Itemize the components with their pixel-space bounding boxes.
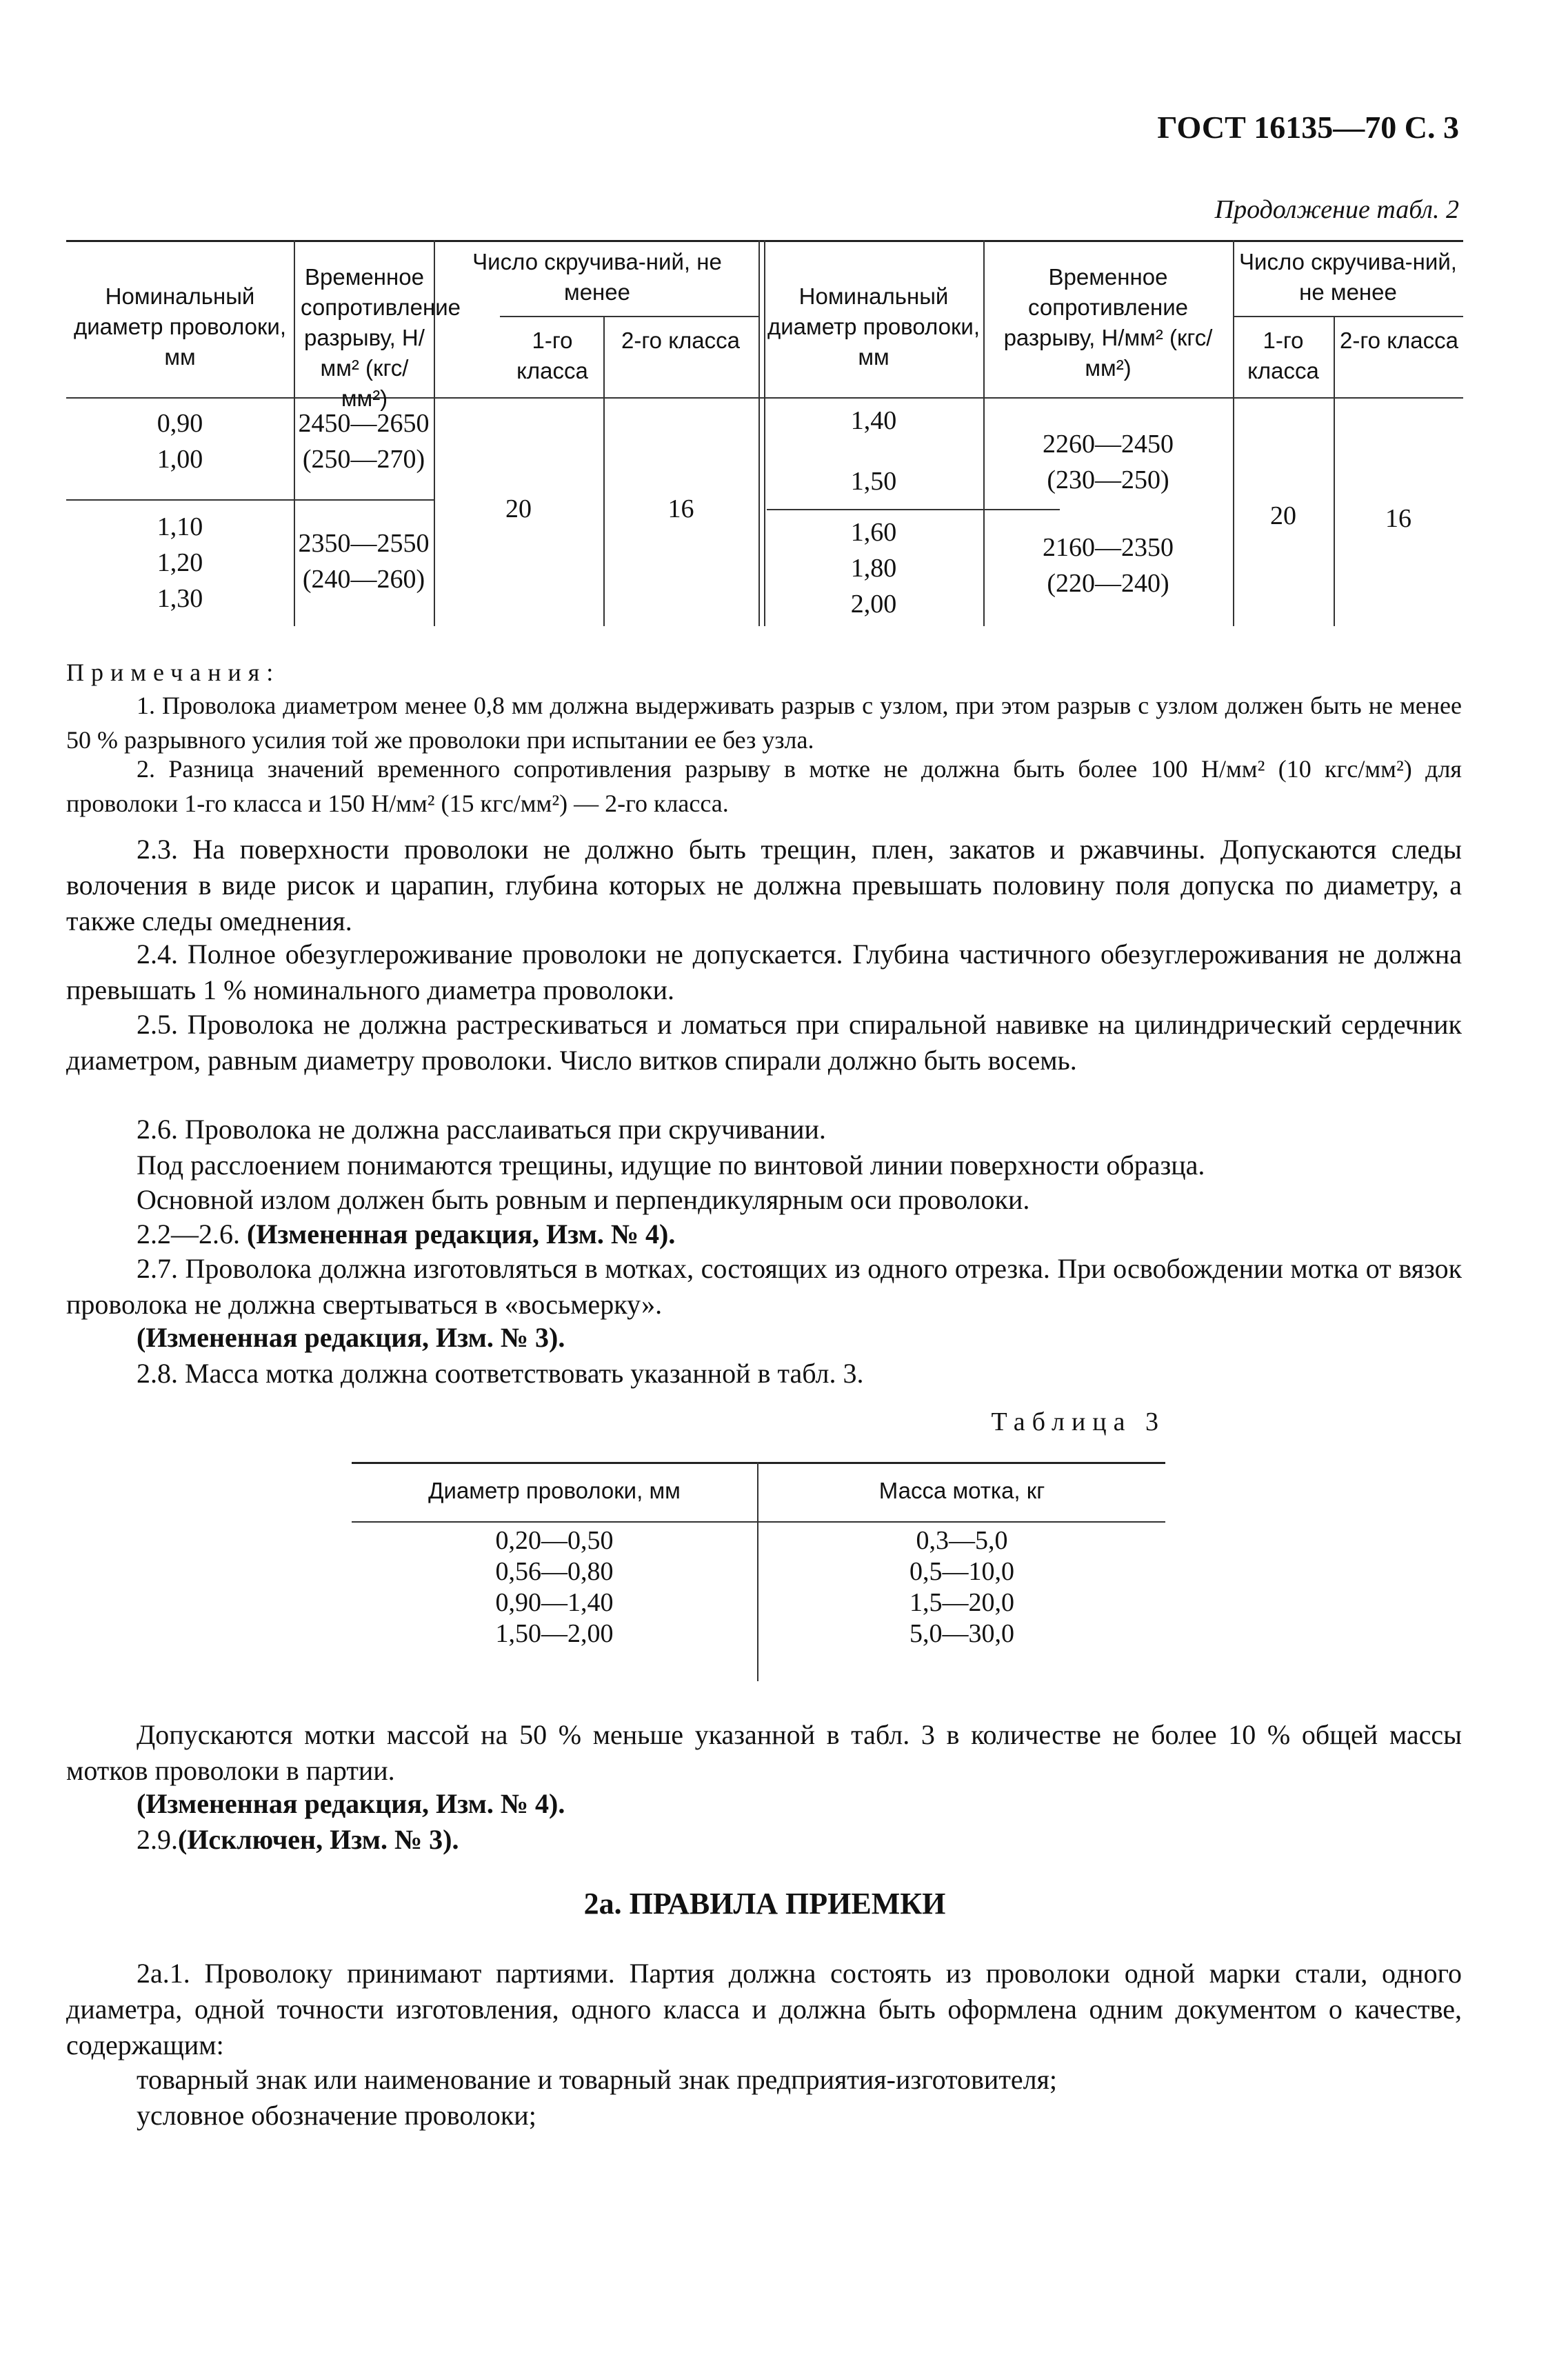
header-class-1: 1-го класса [516, 328, 588, 383]
paragraph-2-7-amendment: (Измененная редакция, Изм. № 3). [137, 1322, 565, 1353]
right-diameter-1-40: 1,40 [850, 406, 897, 435]
paragraph-2-3: 2.3. На поверхности проволоки не должно быть трещин, плен, закатов и ржавчины. Допускаются следы волочения в виде рисок и царапин, глубина которых не должна превышать половину поля допуска по диаметру, а также следы омеднения. [66, 834, 1462, 936]
left-group1-diameters: 0,90 1,00 [157, 409, 203, 474]
left-group2-strength: 2350—2550 (240—260) [298, 529, 430, 594]
paragraph-2-4: 2.4. Полное обезуглероживание проволоки не допускается. Глубина частичного обезуглероживания не должна превышать 1 % номинального диаметра проволоки. [66, 939, 1462, 1005]
header-strength: Временное сопротивление разрыву, Н/мм² (кгс/мм²) [301, 264, 461, 411]
header-twists-right: Число скручива-ний, не менее [1239, 249, 1457, 305]
right-group2-strength: 2160—2350 (220—240) [1043, 533, 1174, 598]
left-group2-diameters: 1,10 1,20 1,30 [157, 512, 203, 613]
table-2 [66, 240, 1463, 626]
table-row: 0,90—1,40 [495, 1588, 614, 1617]
notes-heading: Примечания: [66, 659, 281, 686]
right-twist-class-1: 20 [1270, 501, 1296, 530]
table-row: 0,3—5,0 [916, 1526, 1008, 1555]
paragraph-2a-1-item-1: товарный знак или наименование и товарный знак предприятия-изготовителя; [137, 2064, 1058, 2095]
paragraph-2-7: 2.7. Проволока должна изготовляться в мотках, состоящих из одного отрезка. При освобождении мотка от вязок проволока не должна свертываться в «восьмерку». [66, 1253, 1462, 1320]
right-diameter-1-50: 1,50 [850, 467, 897, 496]
table-row: 0,56—0,80 [495, 1557, 614, 1586]
table-3-caption: Таблица 3 [991, 1407, 1165, 1436]
paragraph-2-9: 2.9.(Исключен, Изм. № 3). [137, 1824, 459, 1855]
table-row: 1,50—2,00 [495, 1619, 614, 1648]
table-3-header-diameter: Диаметр проволоки, мм [428, 1478, 681, 1503]
paragraph-2-6-definition: Под расслоением понимаются трещины, идущие по винтовой линии поверхности образца. [137, 1150, 1205, 1181]
paragraph-2-2-2-6-amendment: 2.2—2.6. (Измененная редакция, Изм. № 4). [137, 1218, 676, 1250]
page-header: ГОСТ 16135—70 С. 3 [1157, 110, 1459, 145]
table-3-header-mass: Масса мотка, кг [878, 1478, 1045, 1503]
table-row: 0,20—0,50 [495, 1526, 614, 1555]
paragraph-2-6: 2.6. Проволока не должна расслаиваться при скручивании. [137, 1114, 826, 1145]
paragraph-2-6-fracture: Основной излом должен быть ровным и перпендикулярным оси проволоки. [137, 1184, 1030, 1215]
table-continuation-caption: Продолжение табл. 2 [1214, 195, 1459, 224]
right-twist-class-2: 16 [1385, 504, 1411, 533]
paragraph-allowance-amendment: (Измененная редакция, Изм. № 4). [137, 1788, 565, 1819]
header-class-1-right: 1-го класса [1247, 328, 1319, 383]
header-diameter: Номинальный диаметр проволоки, мм [73, 283, 286, 370]
table-3-diameters [352, 1525, 757, 1649]
table-3-masses [758, 1525, 1165, 1649]
note-2: 2. Разница значений временного сопротивления разрыву в мотке не должна быть более 100 Н/мм² (10 кгс/мм²) для проволоки 1-го класса и 150 Н/мм² (15 кгс/мм²) — 2-го класса. [66, 755, 1462, 817]
header-class-2-right: 2-го класса [1340, 328, 1458, 353]
table-row: 5,0—30,0 [909, 1619, 1014, 1648]
header-strength-right: Временное сопротивление разрыву, Н/мм² (кгс/мм²) [1003, 264, 1213, 381]
table-row: 1,5—20,0 [909, 1588, 1014, 1617]
paragraph-allowance: Допускаются мотки массой на 50 % меньше указанной в табл. 3 в количестве не более 10 % общей массы мотков проволоки в партии. [66, 1719, 1462, 1786]
paragraph-2-8: 2.8. Масса мотка должна соответствовать указанной в табл. 3. [137, 1358, 864, 1389]
table-row: 0,5—10,0 [909, 1557, 1014, 1586]
left-group1-strength: 2450—2650 (250—270) [298, 409, 430, 474]
section-title: 2а. ПРАВИЛА ПРИЕМКИ [583, 1887, 946, 1920]
header-diameter-right: Номинальный диаметр проволоки, мм [767, 283, 980, 370]
note-1: 1. Проволока диаметром менее 0,8 мм должна выдерживать разрыв с узлом, при этом разрыв с узлом должен быть не менее 50 % разрывного усилия той же проволоки при испытании ее без узла. [66, 692, 1462, 754]
left-twist-class-1: 20 [505, 494, 532, 523]
paragraph-2a-1-item-2: условное обозначение проволоки; [137, 2100, 536, 2131]
left-twist-class-2: 16 [667, 494, 694, 523]
table-3 [352, 1454, 1165, 1681]
right-group2-diameters: 1,60 1,80 2,00 [850, 518, 897, 619]
header-class-2: 2-го класса [621, 328, 740, 353]
paragraph-2-5: 2.5. Проволока не должна растрескиваться и ломаться при спиральной навивке на цилиндрический сердечник диаметром, равным диаметру проволоки. Число витков спирали должно быть восемь. [66, 1009, 1462, 1076]
paragraph-2a-1: 2а.1. Проволоку принимают партиями. Партия должна состоять из проволоки одной марки стали, одного диаметра, одной точности изготовления, одного класса и должна быть оформлена одним документом о качестве, содержащим: [66, 1958, 1462, 2060]
right-group1-strength: 2260—2450 (230—250) [1043, 430, 1174, 494]
header-twists: Число скручива-ний, не менее [472, 249, 722, 305]
